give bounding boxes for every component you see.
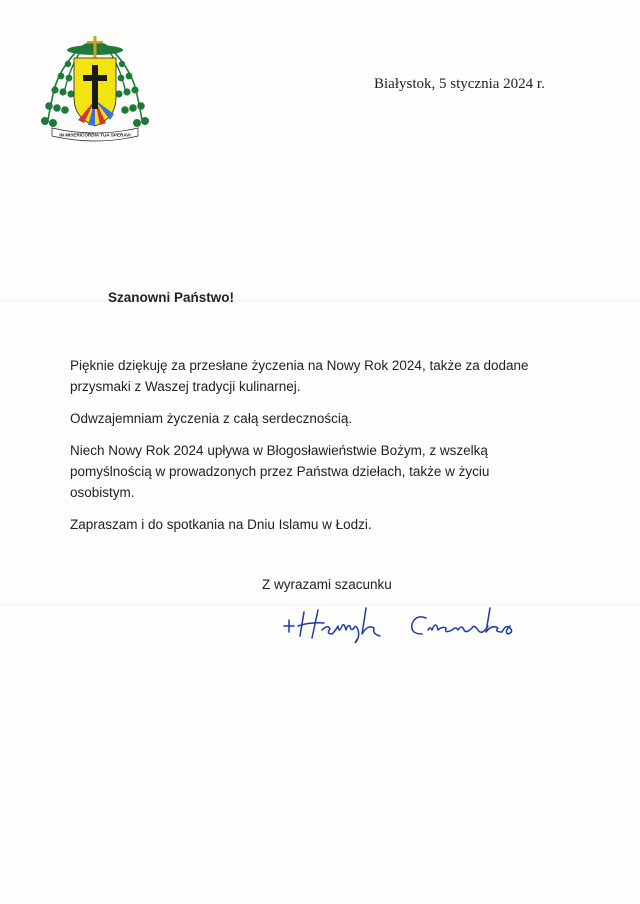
gold-cross-bar [87, 41, 103, 44]
letter-salutation: Szanowni Państwo! [108, 290, 235, 305]
body-paragraph: Niech Nowy Rok 2024 upływa w Błogosławieństwie Bożym, z wszelką pomyślnością w prowadzonych przez Państwa dziełach, także w życiu osobistym. [70, 443, 490, 500]
body-paragraph: Pięknie dziękuję za przesłane życzenia na Nowy Rok 2024, także za dodane przysmaki z Waszej tradycji kulinarnej. [70, 358, 529, 394]
gold-cross-staff [94, 36, 97, 58]
body-paragraph: Odwzajemniam życzenia z całą serdecznością. [70, 411, 353, 426]
letter-closing: Z wyrazami szacunku [262, 577, 392, 592]
letter-body [70, 355, 550, 546]
letter-date: Białystok, 5 stycznia 2024 r. [374, 76, 545, 92]
left-tassels [41, 61, 75, 127]
black-cross [92, 65, 98, 109]
paper-fold [0, 300, 640, 301]
coat-of-arms-emblem [30, 28, 160, 143]
body-paragraph: Zapraszam i do spotkania na Dniu Islamu w Łodzi. [70, 517, 372, 532]
handwritten-signature [278, 596, 548, 646]
right-tassels [115, 61, 149, 127]
coat-motto: IN MISERICORDIA TUA SPERAVI [59, 132, 131, 138]
